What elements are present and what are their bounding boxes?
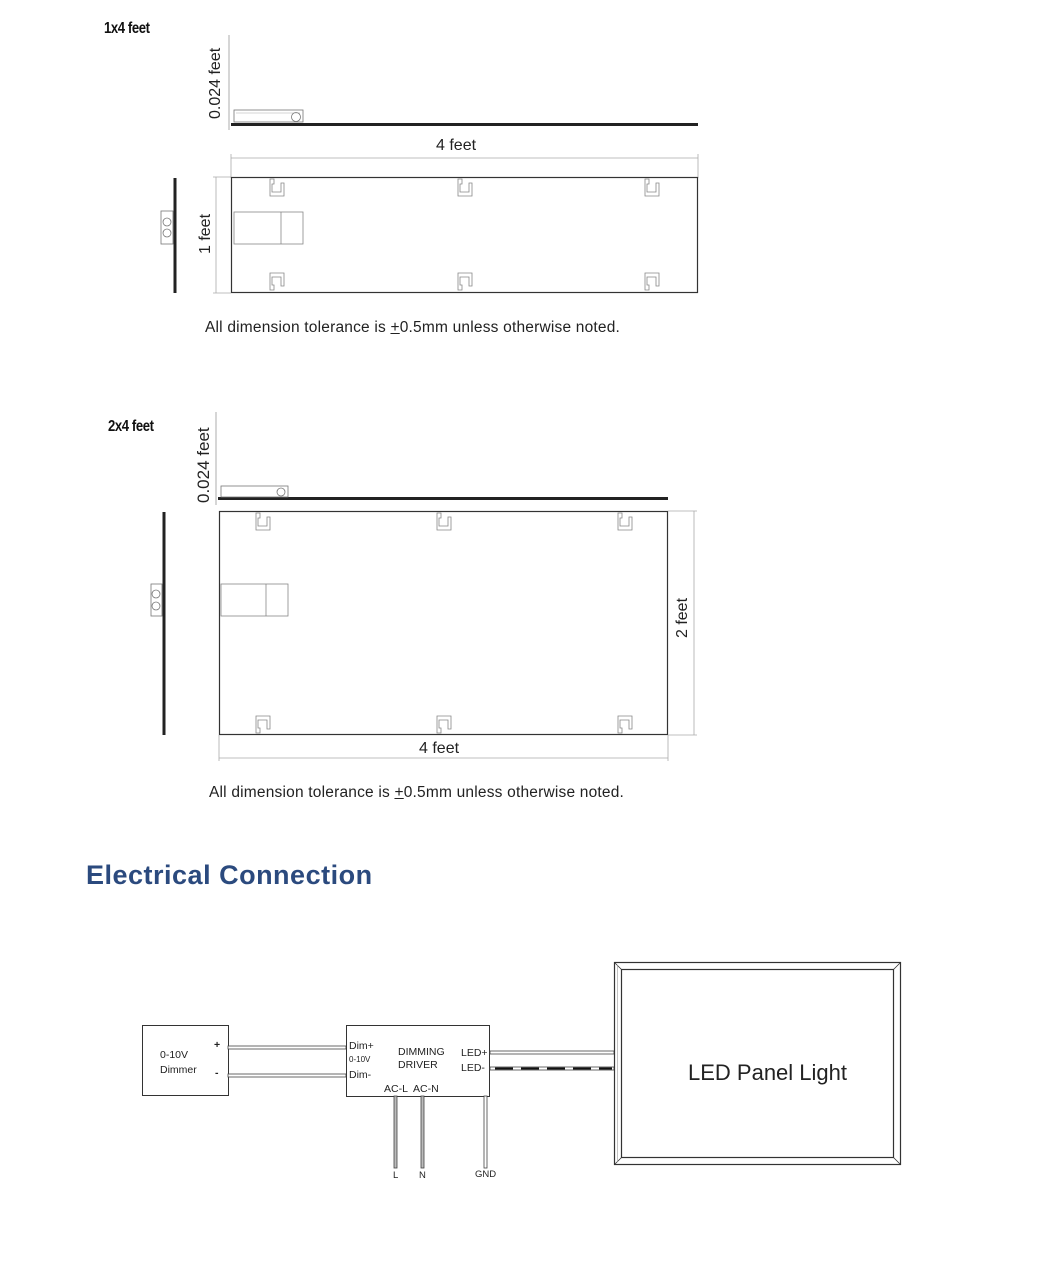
tolerance-prefix: All dimension tolerance is — [209, 784, 395, 801]
driver-led-minus: LED- — [461, 1062, 485, 1074]
plan-2x4 — [219, 511, 697, 761]
driver-ac-l: AC-L — [384, 1083, 408, 1095]
dimmer-minus-terminal: - — [215, 1067, 219, 1079]
driver-title-line2: DRIVER — [398, 1059, 438, 1071]
plusminus-symbol: + — [390, 319, 400, 336]
thickness-label-2x4: 0.024 feet — [194, 427, 213, 503]
driver-dim-minus: Dim- — [349, 1069, 372, 1081]
profile-1x4 — [229, 35, 698, 130]
tolerance-suffix: 0.5mm unless otherwise noted. — [399, 319, 621, 336]
driver-title-line1: DIMMING — [398, 1046, 445, 1058]
plusminus-symbol: + — [394, 784, 404, 801]
terminal-l: L — [393, 1170, 399, 1181]
dimmer-label-voltage: 0-10V — [160, 1049, 189, 1061]
driver-ac-n: AC-N — [413, 1083, 439, 1095]
tolerance-note-2x4 — [209, 784, 624, 802]
driver-dim-range: 0-10V — [349, 1055, 371, 1064]
width-dimension-1x4 — [231, 154, 698, 178]
electrical-connection-heading: Electrical Connection — [86, 860, 373, 890]
dimmer-plus-terminal: + — [214, 1039, 221, 1051]
section-title-2x4: 2x4 feet — [108, 418, 154, 435]
driver-led-plus: LED+ — [461, 1047, 488, 1059]
terminal-gnd: GND — [475, 1169, 497, 1180]
edge-view-1x4 — [161, 178, 175, 293]
thickness-label-1x4: 0.024 feet — [207, 47, 224, 119]
tolerance-prefix: All dimension tolerance is — [205, 319, 391, 336]
plan-1x4 — [213, 177, 698, 293]
height-label-1x4: 1 feet — [197, 213, 214, 254]
width-label-2x4: 4 feet — [419, 740, 460, 757]
tolerance-suffix: 0.5mm unless otherwise noted. — [403, 784, 625, 801]
height-label-2x4: 2 feet — [674, 597, 691, 638]
section-title-1x4: 1x4 feet — [104, 20, 150, 37]
dimmer-label-name: Dimmer — [160, 1064, 197, 1076]
width-label-1x4: 4 feet — [436, 137, 477, 154]
tolerance-note-1x4 — [205, 319, 620, 337]
terminal-n: N — [419, 1170, 426, 1181]
profile-2x4 — [216, 412, 668, 505]
edge-view-2x4 — [151, 512, 164, 735]
led-panel-label: LED Panel Light — [688, 1060, 847, 1085]
driver-dim-plus: Dim+ — [349, 1040, 374, 1052]
